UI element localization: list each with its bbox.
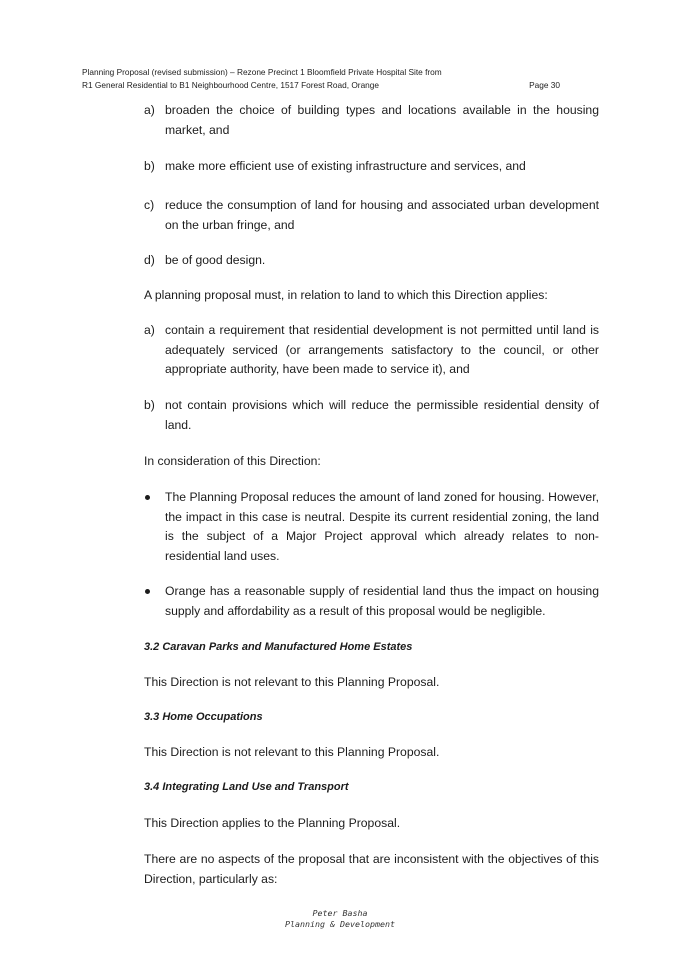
list-item	[144, 101, 599, 140]
bullet-item	[144, 582, 599, 621]
page-header	[82, 66, 602, 92]
footer-name: Peter Basha	[312, 908, 368, 918]
section-text: This Direction is not relevant to this Planning Proposal.	[144, 675, 440, 689]
bullet-item	[144, 488, 599, 566]
list-marker: d)	[144, 253, 155, 267]
page-footer	[0, 908, 680, 929]
list-marker: a)	[144, 323, 155, 337]
list-marker: c)	[144, 198, 155, 212]
list-item-text: be of good design.	[165, 253, 266, 267]
list-item-text: contain a requirement that residential development is not permitted until land is adequately serviced (or arrangements satisfactory to the council, or other appropriate authority, have been made to service it), and	[165, 323, 599, 376]
section-heading: 3.2 Caravan Parks and Manufactured Home Estates	[144, 641, 413, 653]
list-item-text: make more efficient use of existing infrastructure and services, and	[165, 159, 526, 173]
list-item	[144, 251, 599, 271]
consideration-intro: In consideration of this Direction:	[144, 454, 321, 468]
list-marker: a)	[144, 103, 155, 117]
header-title-line-1: Planning Proposal (revised submission) – Rezone Precinct 1 Bloomfield Private Hospital Site from	[82, 67, 442, 77]
list-item-text: not contain provisions which will reduce the permissible residential density of land.	[165, 398, 599, 432]
list-marker: b)	[144, 398, 155, 412]
list-item	[144, 321, 599, 380]
list-item-text: reduce the consumption of land for housing and associated urban development on the urban fringe, and	[165, 198, 599, 232]
section-heading: 3.3 Home Occupations	[144, 711, 263, 723]
bullet-item-text: The Planning Proposal reduces the amount of land zoned for housing. However, the impact in this case is neutral. Despite its current residential zoning, the land is the subject of a Major Project approval which already relates to non-residential land uses.	[165, 490, 599, 563]
list-item-text: broaden the choice of building types and locations available in the housing market, and	[165, 103, 599, 137]
requirement-intro: A planning proposal must, in relation to land to which this Direction applies:	[144, 288, 548, 302]
list-marker: b)	[144, 159, 155, 173]
bullet-icon	[145, 589, 150, 594]
section-text: This Direction is not relevant to this Planning Proposal.	[144, 745, 440, 759]
footer-subtitle: Planning & Development	[285, 918, 395, 929]
bullet-icon	[145, 495, 150, 500]
section-text: This Direction applies to the Planning Proposal.	[144, 816, 401, 830]
section-heading: 3.4 Integrating Land Use and Transport	[144, 781, 349, 793]
list-item	[144, 396, 599, 435]
header-title-line-2	[82, 79, 602, 92]
page-number: Page 30	[529, 80, 560, 90]
list-item	[144, 196, 599, 235]
closing-paragraph: There are no aspects of the proposal that are inconsistent with the objectives of this Direction, particularly as:	[144, 852, 599, 886]
bullet-item-text: Orange has a reasonable supply of residential land thus the impact on housing supply and affordability as a result of this proposal would be negligible.	[165, 584, 599, 618]
list-item	[144, 157, 599, 177]
header-title-line-2-text: R1 General Residential to B1 Neighbourhood Centre, 1517 Forest Road, Orange	[82, 80, 380, 90]
